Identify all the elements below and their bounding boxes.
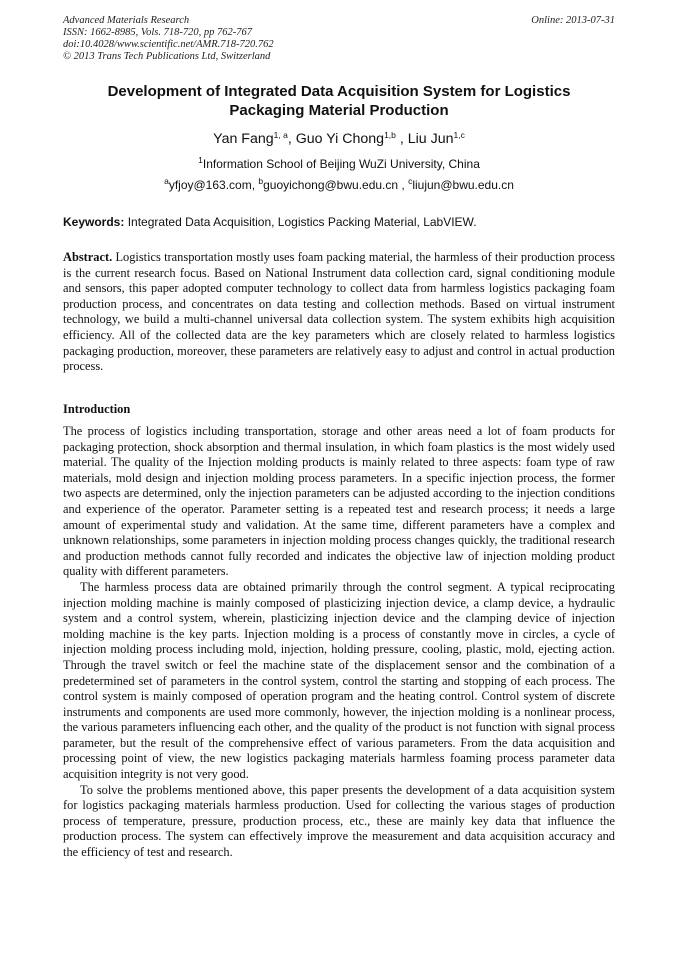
email-link[interactable]: yfjoy@163.com: [168, 178, 252, 192]
paragraph: To solve the problems mentioned above, this paper presents the development of a data acquisition system for logistics packaging materials harmless production. Used for collecting the various stages of production process of temperature, pressure, production process, etc., these are mainly key data that influence the production process. The system can effectively improve the measurement and data acquisition accuracy and the efficiency of test and research.: [63, 782, 615, 860]
author-superscript: 1, a: [273, 130, 288, 140]
email-superscript: c: [408, 176, 413, 186]
email-superscript: a: [164, 176, 169, 186]
section-heading-introduction: Introduction: [63, 402, 131, 416]
doi-line: doi:10.4028/www.scientific.net/AMR.718-720.762: [63, 39, 274, 50]
title-line-1: Development of Integrated Data Acquisition System for Logistics: [107, 83, 571, 100]
journal-name: Advanced Materials Research: [63, 15, 190, 26]
paragraph: The process of logistics including transportation, storage and other areas need a lot of foam products for packaging protection, shock absorption and thermal insulation, in which foam plastics is the most widely used material. The quality of the Injection molding products is mainly related to three aspects: foam type of raw materials, mold design and injection molding process parameters. In a specific injection process, the former two aspects are determined, only the injection parameters can be adjusted according to the injection conditions and experience of the operator. Parameter setting is a repeated test and research process; it needs a large amount of experimental study and validation. At the same time, different parameters have a complex and unknown relationships, some parameters in injection molding process changes quickly, the traditional research and production methods cannot fully recorded and indicates the objective law of injection molding product quality with different parameters.: [63, 424, 615, 579]
introduction-body: [63, 424, 615, 861]
copyright-line: © 2013 Trans Tech Publications Ltd, Switzerland: [63, 51, 271, 62]
email-list: $^a$yfjoy@163.com, $^b$guoyichong@bwu.edu.cn , $^c$liujun@bwu.edu.cn: [164, 176, 514, 192]
keywords-label: Keywords:: [63, 215, 125, 229]
issn-line: ISSN: 1662-8985, Vols. 718-720, pp 762-767: [63, 27, 252, 38]
abstract-text: Logistics transportation mostly uses foam packing material, the harmless of their production process is the current research focus. Based on National Instrument data collection card, signal conditioning module and sensors, this paper adopted computer technology to collect data from harmless logistics packaging foam production process, and concentrates on data testing and collection methods. Based on virtual instrument technology, we build a multi-channel universal data collection system. The system exhibits high acquisition efficiency. All of the collected data are the key parameters which are closely related to harmless logistics packaging production, moreover, these parameters are relatively easy to adjust and control in actual production process.: [63, 250, 615, 374]
author-superscript: 1,c: [453, 130, 465, 140]
journal-header: [63, 15, 615, 63]
abstract-label: Abstract.: [63, 250, 113, 264]
keywords: [63, 214, 615, 230]
affiliation: [63, 157, 615, 172]
author-name: Guo Yi Chong: [295, 131, 385, 147]
affiliation-text: Information School of Beijing WuZi University, China: [202, 157, 480, 171]
paragraph: The harmless process data are obtained primarily through the control segment. A typical reciprocating injection molding machine is mainly composed of plasticizing injection device, a clamp device, a hydraulic system and a control system, wherein, plasticizing injection device and the clamping device of injection molding machine is the key parts. Injection molding is a process of constantly move in circles, a cycle of injection molding process including mold, injection, holding pressure, cooling, plastic, mold, ejecting action. Through the travel switch or feel the machine state of the displacement sensor and the combination of a predetermined set of parameters in the control system, control the starting and stopping of each process. The control system is mainly composed of operation program and the heating control. Control system of discrete instruments and components are used more commonly, however, the injection molding is a nonlinear process, the various parameters influencing each other, and the quality of the product is not function with signal process parameter, but the result of the comprehensive effect of various parameters. From the data acquisition and processing point of view, the new logistics packaging materials harmless foaming process parameter data acquisition integrity is not very good.: [63, 579, 615, 782]
paper-title: [63, 82, 615, 120]
email-link[interactable]: guoyichong@bwu.edu.cn: [263, 178, 399, 192]
title-line-2: Packaging Material Production: [229, 102, 449, 119]
online-date: Online: 2013-07-31: [531, 15, 615, 26]
abstract: [63, 250, 615, 375]
email-link[interactable]: liujun@bwu.edu.cn: [412, 178, 514, 192]
email-superscript: b: [258, 176, 264, 186]
author-name: Yan Fang: [213, 131, 274, 147]
affiliation-superscript: 1: [198, 155, 203, 165]
author-name: Liu Jun: [407, 131, 454, 147]
author-superscript: 1,b: [384, 130, 396, 140]
keywords-text: Integrated Data Acquisition, Logistics Packing Material, LabVIEW.: [127, 215, 477, 229]
author-list: Yan Fang$^{1, a}$, Guo Yi Chong$^{1,b}$ , Liu Jun$^{1,c}$: [213, 130, 465, 147]
